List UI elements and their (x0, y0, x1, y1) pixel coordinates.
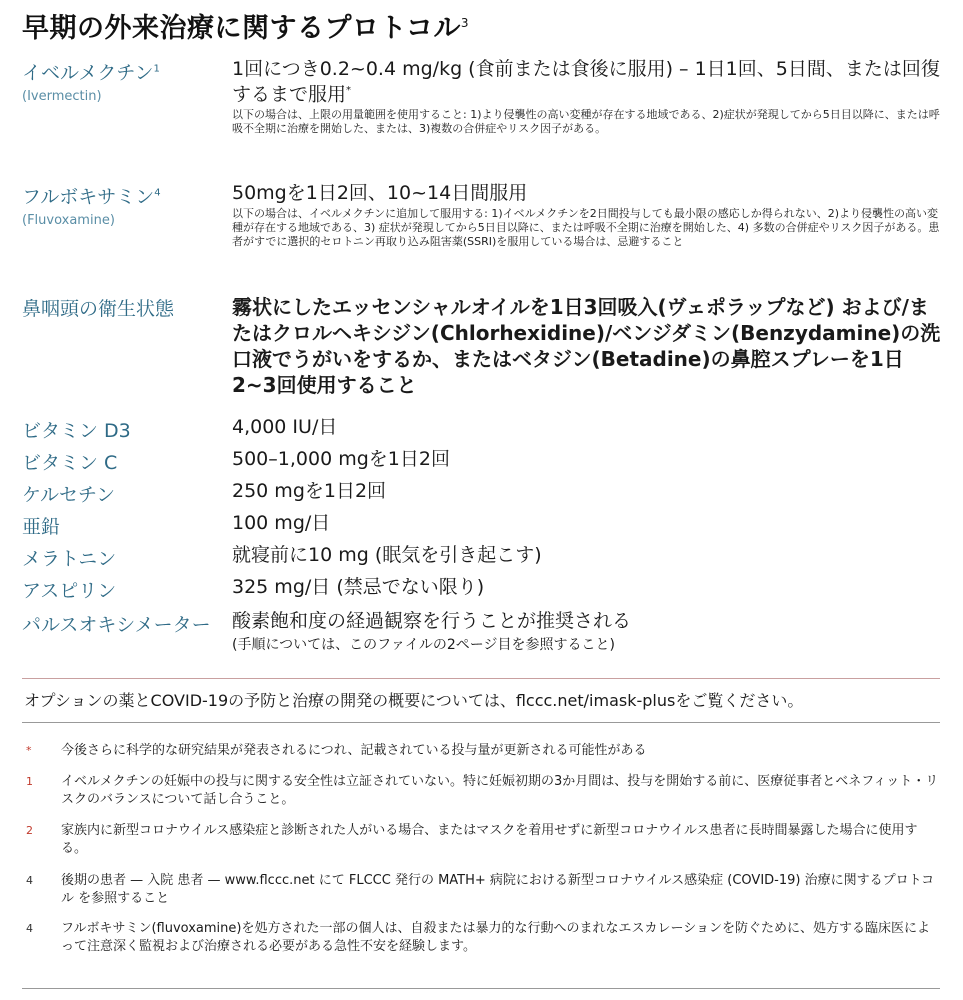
drug-name: イベルメクチン$^1$ (Ivermectin) (22, 58, 227, 104)
divider (22, 722, 940, 723)
footnote-text: 後期の患者 — 入院 患者 — www.flccc.net にて FLCCC 発行の MATH+ 病院における新型コロナウイルス感染症 (COVID-19) 治療に関するプロトコル を参照すること (61, 873, 935, 906)
drug-dosage: 1回につき0.2~0.4 mg/kg (食前または食後に服用) – 1日1回、5日間、または回復するまで服用* 以下の場合は、上限の用量範囲を使用すること: 1)より侵襲性の高い変種が存在する地域である、2)症状が発現してから5日目以降に、または呼吸不全期に治療を開始した、または、3)複数の合併症やリスク因子がある。 (232, 58, 942, 136)
footnote-mark: * (26, 744, 32, 757)
drug-dosage: 就寝前に10 mg (眠気を引き起こす) (232, 544, 542, 566)
drug-dosage: 500–1,000 mgを1日2回 (232, 448, 450, 470)
drug-name: 鼻咽頭の衛生状態 (22, 298, 175, 320)
drug-name: ビタミン D3 (22, 420, 131, 442)
drug-name: アスピリン (22, 580, 117, 602)
drug-dosage: 250 mgを1日2回 (232, 480, 387, 502)
drug-latin-name: (Ivermectin) (22, 89, 102, 104)
options-note: オプションの薬とCOVID-19の予防と治療の開発の概要については、flccc.net/imask-plusをご覧ください。 (24, 691, 804, 710)
drug-latin-name: (Fluvoxamine) (22, 213, 115, 228)
drug-name: パルスオキシメーター (22, 614, 211, 636)
drug-name: ケルセチン (22, 484, 116, 506)
footnote-mark: 1 (26, 775, 33, 788)
dosage-note: 以下の場合は、イベルメクチンに追加して服用する: 1)イベルメクチンを2日間投与しても最小限の感応しか得られない、2)より侵襲性の高い変種が存在する地域である、3) 症状が発現してから5日目以降に、または呼吸不全期に治療を開始した、4) 多数の合併症やリスク因子がある。患者がすでに選択的セロトニン再取り込み阻害薬(SSRI)を服用している場合は、忌避すること (232, 207, 940, 248)
divider (22, 678, 940, 679)
divider (22, 988, 940, 989)
footnote-text: 今後さらに科学的な研究結果が発表されるにつれ、記載されている投与量が更新される可能性がある (61, 743, 647, 758)
drug-dosage: 50mgを1日2回、10~14日間服用 以下の場合は、イベルメクチンに追加して服用する: 1)イベルメクチンを2日間投与しても最小限の感応しか得られない、2)より侵襲性の高い変種が存在する地域である、3) 症状が発現してから5日目以降に、または呼吸不全期に治療を開始した、4) 多数の合併症やリスク因子がある。患者がすでに選択的セロトニン再取り込み阻害薬(SSRI)を服用している場合は、忌避すること (232, 182, 942, 249)
footnote-text: 家族内に新型コロナウイルス感染症と診断された人がいる場合、またはマスクを着用せずに新型コロナウイルス患者に長時間暴露した場合に使用する。 (61, 823, 918, 856)
drug-name: メラトニン (22, 548, 117, 570)
footnote-mark: 4 (26, 874, 33, 887)
dosage-note: (手順については、このファイルの2ページ目を参照すること) (232, 637, 615, 653)
page-title: 早期の外来治療に関するプロトコル$^3$ (22, 13, 470, 44)
drug-name: 亜鉛 (22, 516, 61, 538)
drug-dosage: 100 mg/日 (232, 512, 331, 534)
drug-name: フルボキサミン$^4$ (Fluvoxamine) (22, 182, 227, 228)
dosage-note: 以下の場合は、上限の用量範囲を使用すること: 1)より侵襲性の高い変種が存在する地域である、2)症状が発現してから5日目以降に、または呼吸不全期に治療を開始した、または、3)複数の合併症やリスク因子がある。 (232, 108, 940, 136)
footnote-mark: 2 (26, 824, 33, 837)
footnote-text: フルボキサミン(fluvoxamine)を処方された一部の個人は、自殺または暴力的な行動へのまれなエスカレーションを防ぐために、処方する臨床医によって注意深く監視および治療される必要がある急性不安を経験します。 (61, 921, 930, 954)
drug-dosage: 酸素飽和度の経過観察を行うことが推奨される (手順については、このファイルの2ページ目を参照すること) (232, 610, 942, 654)
drug-dosage: 325 mg/日 (禁忌でない限り) (232, 576, 485, 598)
drug-dosage: 霧状にしたエッセンシャルオイルを1日3回吸入(ヴェポラップなど) および/またはクロルヘキシジン(Chlorhexidine)/ベンジダミン(Benzydamine)の洗口液でうがいをするか、またはベタジン(Betadine)の鼻腔スプレーを1日2~3回使用すること (232, 295, 941, 397)
drug-dosage: 4,000 IU/日 (232, 416, 338, 438)
footnote-mark: 4 (26, 922, 33, 935)
footnote-text: イベルメクチンの妊娠中の投与に関する安全性は立証されていない。特に妊娠初期の3か月間は、投与を開始する前に、医療従事者とベネフィット・リスクのバランスについて話し合うこと。 (61, 774, 939, 807)
drug-name: ビタミン C (22, 452, 118, 474)
